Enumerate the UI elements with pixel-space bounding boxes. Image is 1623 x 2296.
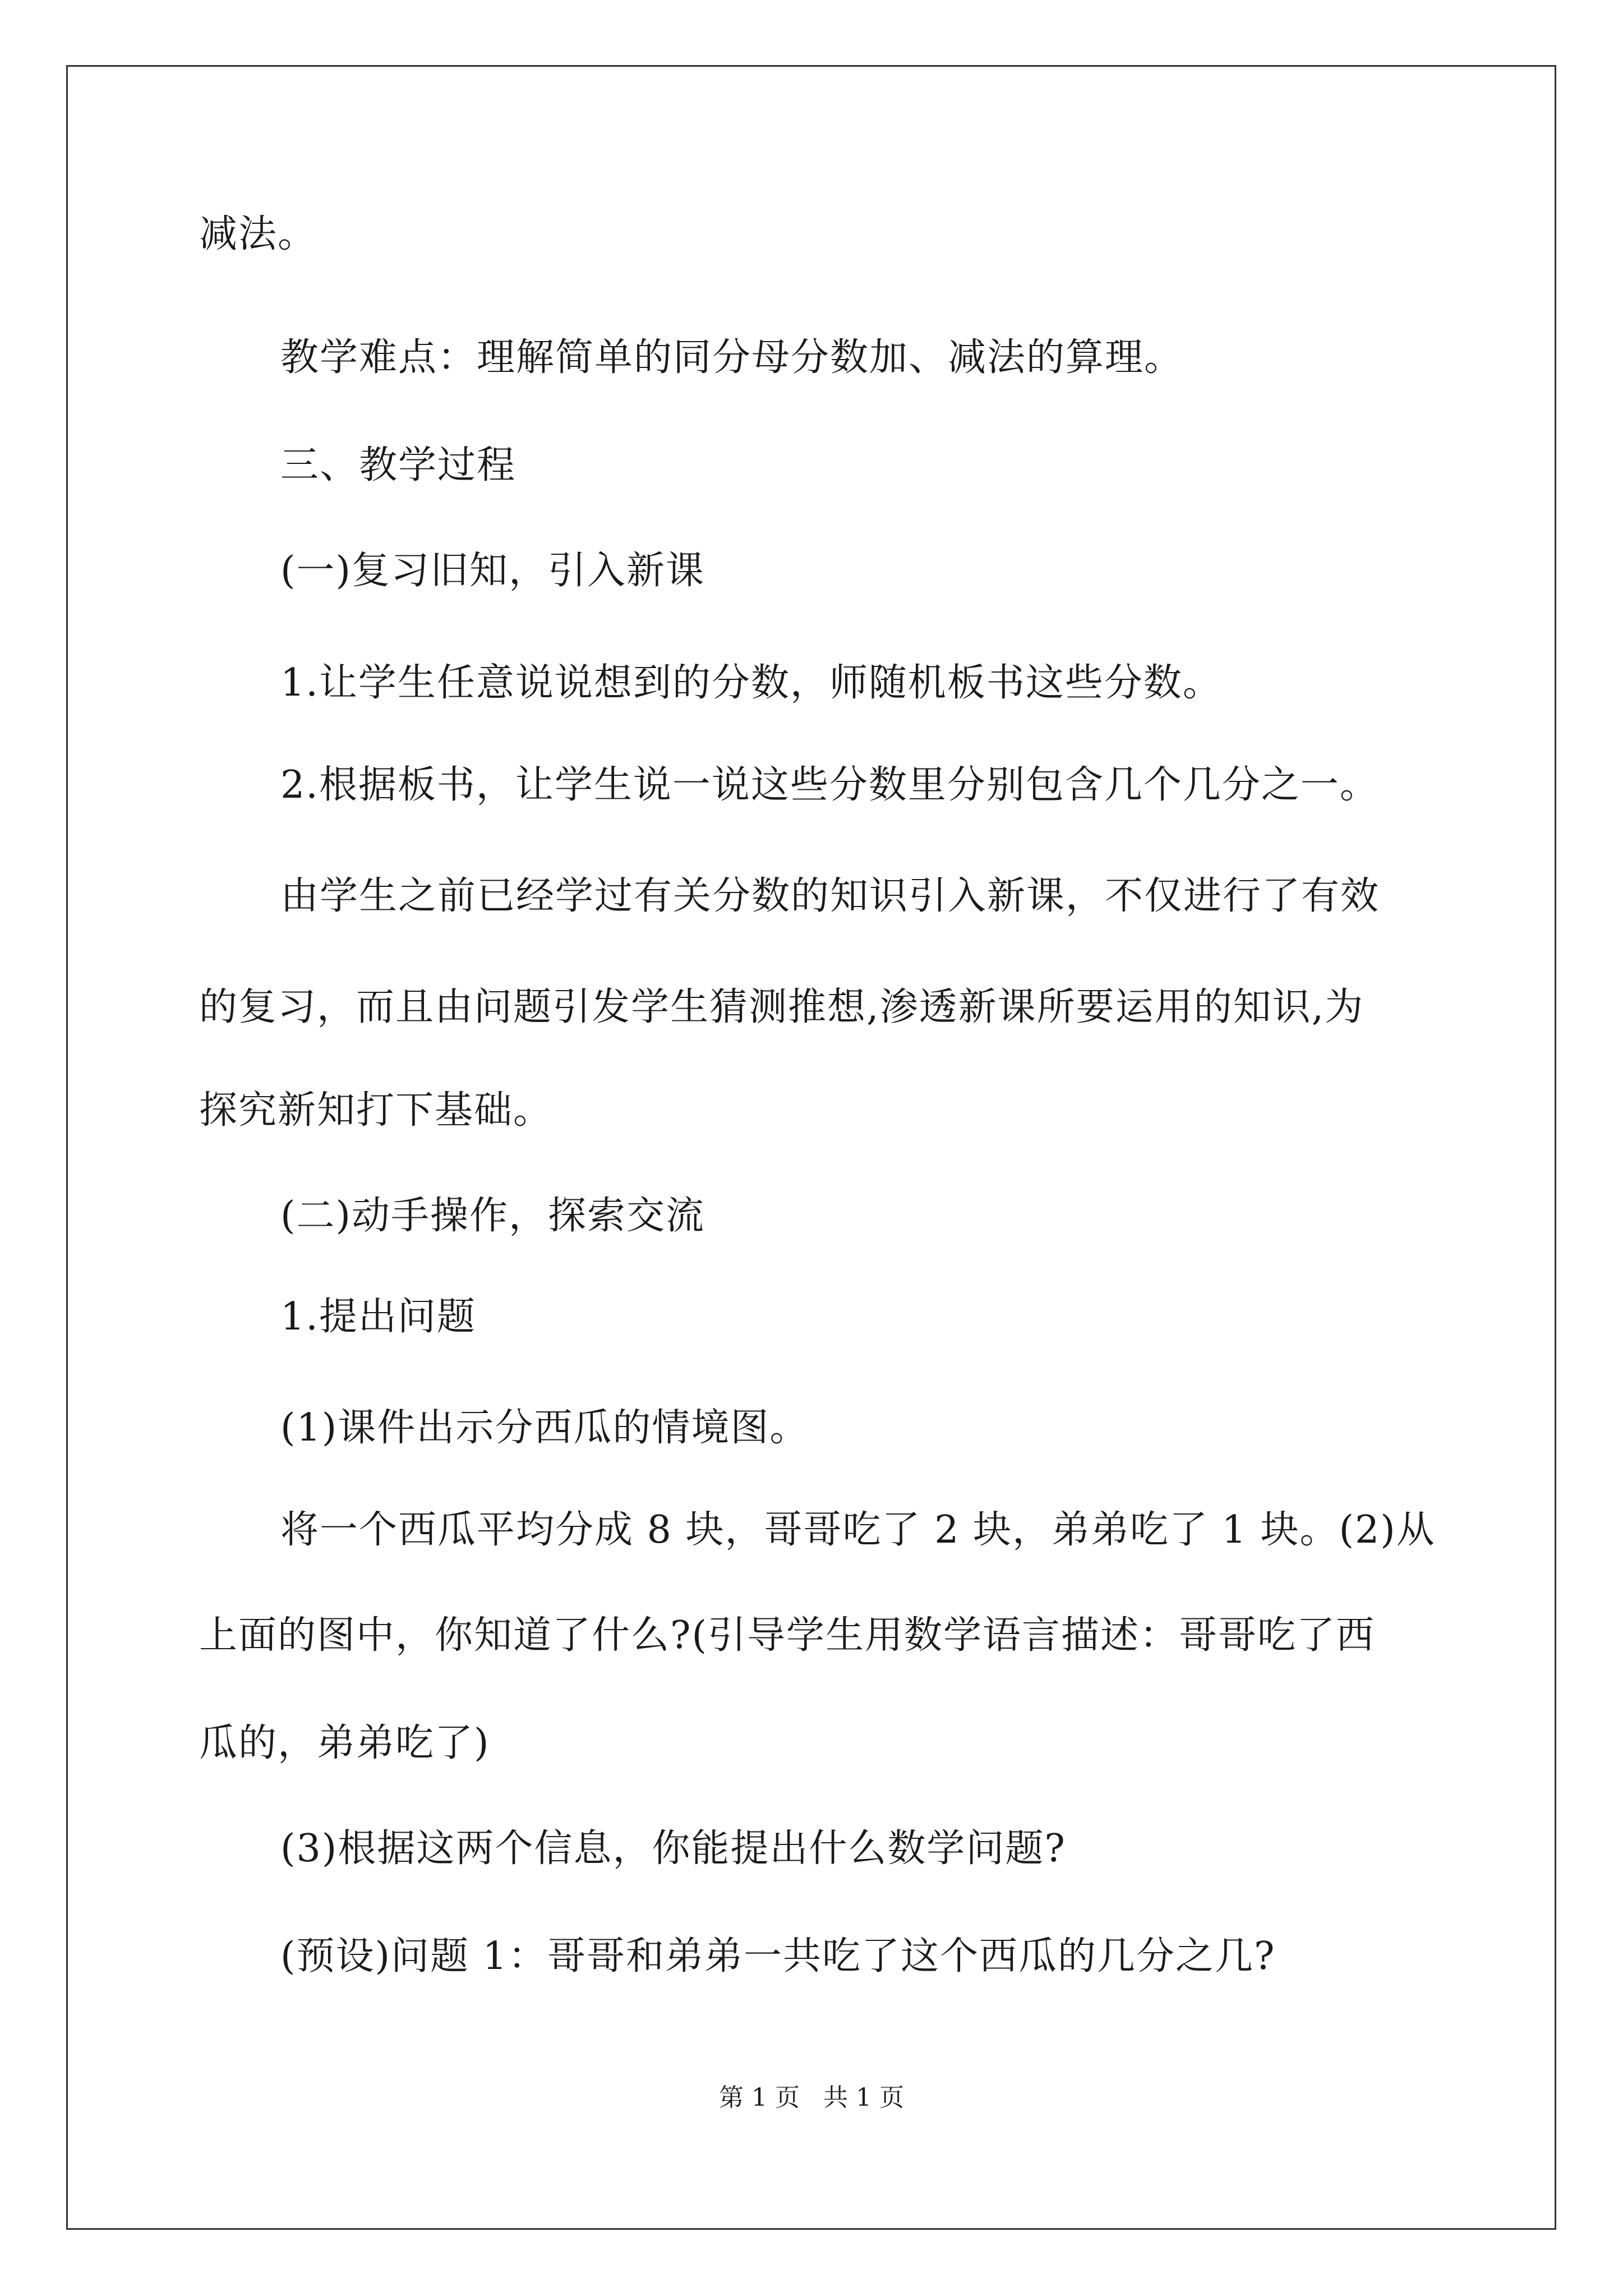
section-heading: 三、教学过程 xyxy=(280,443,517,487)
list-item: (1)课件出示分西瓜的情境图。 xyxy=(280,1406,809,1450)
list-item: 2.根据板书，让学生说一说这些分数里分别包含几个几分之一。 xyxy=(280,763,1379,807)
text-line: 由学生之前已经学过有关分数的知识引入新课，不仅进行了有效 xyxy=(280,874,1380,918)
text-line: 瓜的，弟弟吃了) xyxy=(199,1721,490,1765)
text-line: 减法。 xyxy=(199,212,317,256)
text-line: 探究新知打下基础。 xyxy=(199,1088,553,1133)
text-line: 的复习，而且由问题引发学生猜测推想,渗透新课所要运用的知识,为 xyxy=(199,985,1364,1029)
list-item: (3)根据这两个信息，你能提出什么数学问题? xyxy=(280,1826,1066,1871)
text-line: 上面的图中，你知道了什么?(引导学生用数学语言描述：哥哥吃了西 xyxy=(199,1613,1375,1658)
list-item: (预设)问题 1：哥哥和弟弟一共吃了这个西瓜的几分之几? xyxy=(280,1934,1276,1978)
list-item: 1.提出问题 xyxy=(280,1295,476,1339)
subsection-heading: (一)复习旧知，引入新课 xyxy=(280,549,706,593)
page-footer: 第 1 页 共 1 页 xyxy=(719,2083,904,2112)
text-line: 将一个西瓜平均分成 8 块，哥哥吃了 2 块，弟弟吃了 1 块。(2)从 xyxy=(280,1508,1436,1552)
subsection-heading: (二)动手操作，探索交流 xyxy=(280,1194,706,1238)
text-line: 教学难点：理解简单的同分母分数加、减法的算理。 xyxy=(280,335,1184,380)
page-border xyxy=(66,65,1556,2230)
list-item: 1.让学生任意说说想到的分数，师随机板书这些分数。 xyxy=(280,661,1222,705)
